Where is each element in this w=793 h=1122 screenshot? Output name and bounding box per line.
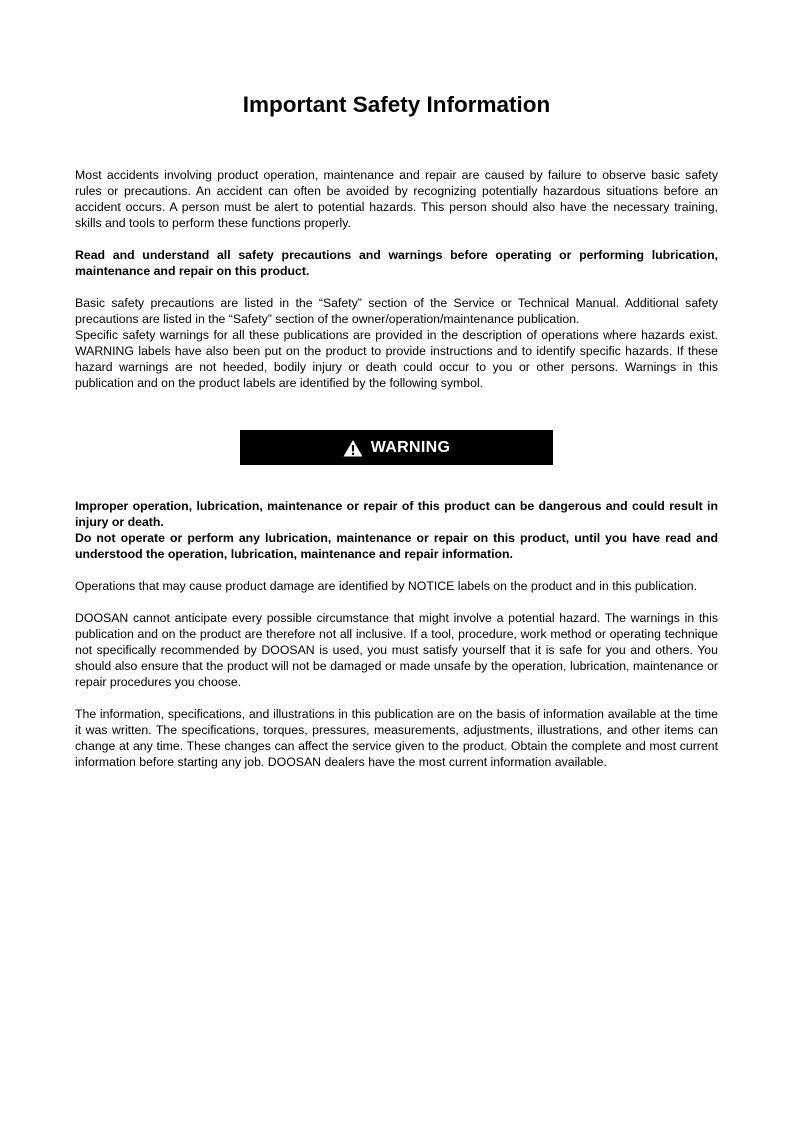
paragraph-accidents: Most accidents involving product operation, maintenance and repair are caused by failure to observe basic safety rules or precautions. An accident can often be avoided by recognizing potentially hazardous situations before an accident occurs. A person must be alert to potential hazards. This person should also have the necessary training, skills and tools to perform these functions properly. [75, 168, 718, 230]
paragraph-read-understand: Read and understand all safety precautions and warnings before operating or performing lubrication, maintenance and repair on this product. [75, 248, 718, 278]
warning-triangle-icon [343, 439, 363, 457]
warning-text-section [75, 498, 718, 562]
read-understand-section [75, 247, 718, 279]
notice-section [75, 578, 718, 594]
paragraph-specific-warnings: Specific safety warnings for all these publications are provided in the description of operations where hazards exist. WARNING labels have also been put on the product to provide instructions and to identify specific hazards. If these hazard warnings are not heeded, bodily injury or death could occur to you or other persons. Warnings in this publication and on the product labels are identified by the following symbol. [75, 328, 718, 390]
warning-banner [240, 430, 553, 465]
precautions-section [75, 295, 718, 391]
information-section [75, 706, 718, 770]
paragraph-doosan: DOOSAN cannot anticipate every possible circumstance that might involve a potential hazard. The warnings in this publication and on the product are therefore not all inclusive. If a tool, procedure, work method or operating technique not specifically recommended by DOOSAN is used, you must satisfy yourself that it is safe for you and others. You should also ensure that the product will not be damaged or made unsafe by the operation, lubrication, maintenance or repair procedures you choose. [75, 611, 718, 689]
paragraph-information: The information, specifications, and illustrations in this publication are on the basis of information available at the time it was written. The specifications, torques, pressures, measurements, adjustments, illustrations, and other items can change at any time. These changes can affect the service given to the product. Obtain the complete and most current information before starting any job. DOOSAN dealers have the most current information available. [75, 707, 718, 769]
paragraph-notice: Operations that may cause product damage are identified by NOTICE labels on the product and in this publication. [75, 579, 698, 593]
paragraph-basic-precautions: Basic safety precautions are listed in the “Safety” section of the Service or Technical Manual. Additional safety precautions are listed in the “Safety” section of the owner/operation/maintenance publication. [75, 296, 718, 326]
doosan-section [75, 610, 718, 690]
warning-label: WARNING [370, 438, 451, 456]
intro-section [75, 167, 718, 231]
paragraph-improper-operation: Improper operation, lubrication, maintenance or repair of this product can be dangerous and could result in injury or death. [75, 499, 718, 529]
page-title: Important Safety Information [242, 92, 551, 117]
paragraph-do-not-operate: Do not operate or perform any lubrication, maintenance or repair on this product, until you have read and understood the operation, lubrication, maintenance and repair information. [75, 531, 718, 561]
